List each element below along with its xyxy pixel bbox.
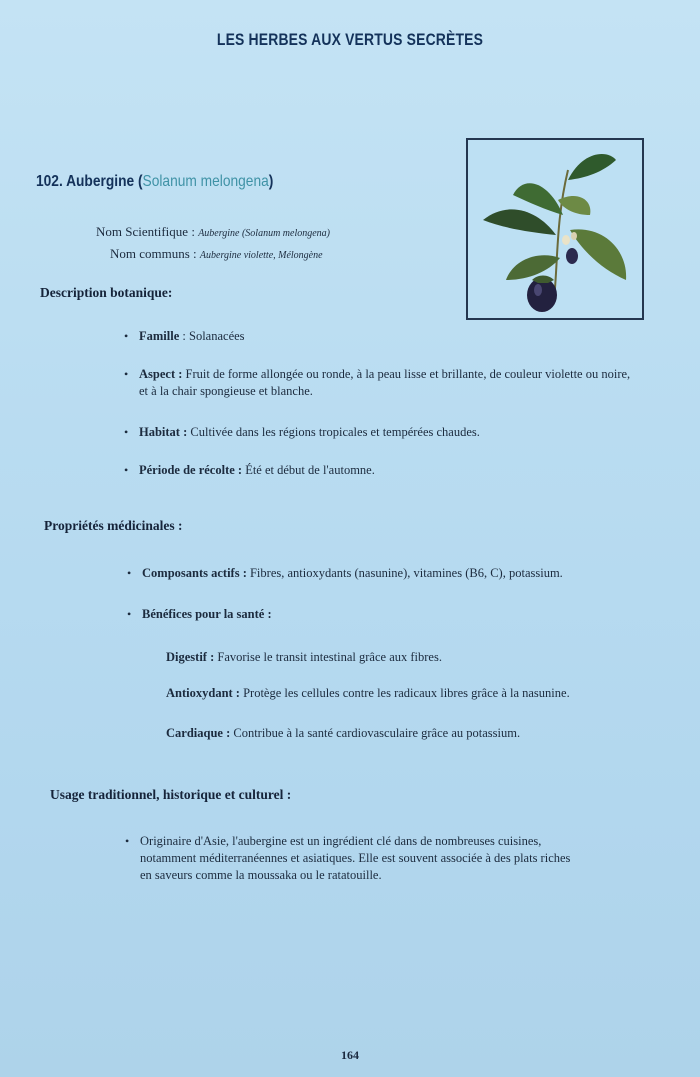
benefit-label: Antioxydant :: [166, 686, 240, 700]
item-text: Cultivée dans les régions tropicales et tempérées chaudes.: [190, 425, 480, 439]
item-label: Famille: [139, 329, 180, 343]
medicinal-heading: Propriétés médicinales :: [44, 518, 183, 533]
item-label: Aspect :: [139, 367, 183, 381]
health-benefits-item: [142, 606, 542, 623]
eggplant-drawing: [468, 140, 642, 318]
benefit-text: Contribue à la santé cardiovasculaire grâce au potassium.: [233, 726, 521, 740]
common-names-label: Nom communs :: [110, 246, 197, 261]
scientific-name-label: Nom Scientifique :: [96, 224, 195, 239]
entry-number-name: 102. Aubergine (: [36, 173, 143, 190]
item-sep: :: [179, 329, 189, 343]
benefits-label: Bénéfices pour la santé :: [142, 607, 272, 621]
entry-latin-name: Solanum melongena: [142, 173, 269, 190]
description-item-harvest: [139, 462, 629, 479]
eggplant-illustration: [466, 138, 644, 320]
benefit-cardiac: [166, 726, 520, 741]
item-text: Solanacées: [189, 329, 245, 343]
entry-title: [36, 173, 273, 191]
item-label: Habitat :: [139, 425, 188, 439]
description-item-habitat: [139, 424, 629, 441]
description-item-aspect: [139, 366, 641, 400]
names-block: [96, 224, 330, 268]
scientific-name-line: [96, 224, 330, 240]
benefit-label: Cardiaque :: [166, 726, 231, 740]
benefit-label: Digestif :: [166, 650, 215, 664]
description-heading: Description botanique:: [40, 285, 173, 300]
benefit-antioxidant: [166, 686, 570, 701]
running-header: LES HERBES AUX VERTUS SECRÈTES: [216, 30, 484, 49]
common-names-value: Aubergine violette, Mélongène: [199, 250, 323, 261]
usage-text: Originaire d'Asie, l'aubergine est un ingrédient clé dans de nombreuses cuisines, notamment méditerranéennes et asiatiques. Elle est souvent associée à des plats riches en saveurs comme la moussaka ou le ratatouille.: [140, 834, 571, 882]
components-text: Fibres, antioxydants (nasunine), vitamines (B6, C), potassium.: [249, 566, 563, 580]
components-label: Composants actifs :: [142, 566, 247, 580]
page-number: 164: [341, 1048, 359, 1062]
usage-heading: Usage traditionnel, historique et culturel :: [50, 787, 292, 802]
common-names-line: [110, 246, 330, 262]
scientific-name-value: Aubergine (Solanum melongena): [198, 228, 331, 239]
benefit-text: Favorise le transit intestinal grâce aux fibres.: [217, 650, 442, 664]
benefit-text: Protège les cellules contre les radicaux libres grâce à la nasunine.: [243, 686, 570, 700]
item-text: Été et début de l'automne.: [245, 463, 375, 477]
usage-item: [140, 833, 585, 884]
description-item-family: [139, 328, 629, 345]
benefit-digestive: [166, 650, 442, 665]
item-label: Période de récolte :: [139, 463, 243, 477]
item-text: Fruit de forme allongée ou ronde, à la peau lisse et brillante, de couleur violette ou noire, et à la chair spongieuse et blanche.: [139, 367, 631, 398]
entry-title-close: ): [268, 173, 274, 190]
active-components-item: [142, 565, 642, 582]
